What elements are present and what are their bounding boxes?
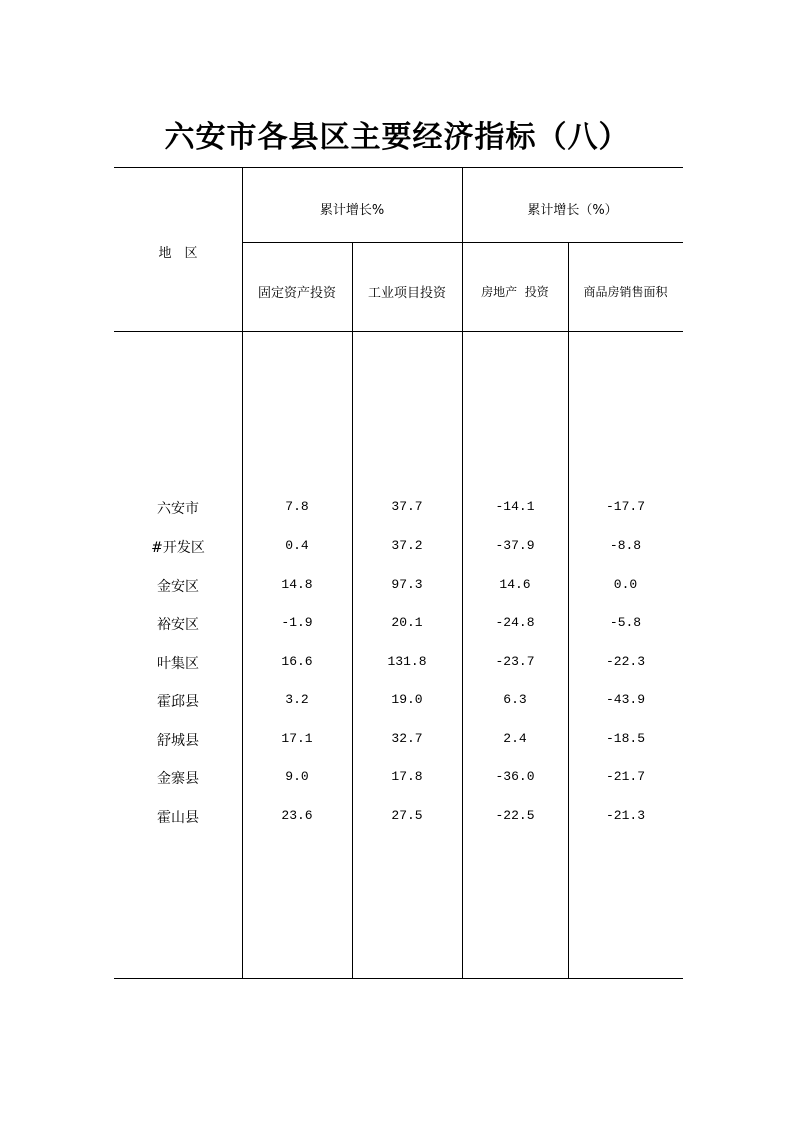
group-header-cumulative-growth: 累计增长% [319, 203, 385, 218]
sales-area-value: -5.8 [609, 615, 642, 630]
real-estate-value: -24.8 [495, 615, 535, 630]
page-title: 六安市各县区主要经济指标（八） [164, 120, 630, 155]
real-estate-value: -14.1 [495, 499, 535, 514]
fixed-asset-value: 14.8 [281, 577, 313, 592]
header-bottom-rule [114, 331, 683, 332]
industrial-value: 17.8 [391, 769, 423, 784]
row-region: 六安市 [157, 501, 199, 517]
industrial-value: 97.3 [391, 577, 423, 592]
industrial-value: 32.7 [391, 731, 423, 746]
fixed-asset-value: 17.1 [281, 731, 313, 746]
sales-area-value: -21.3 [605, 808, 645, 823]
sales-area-value: -8.8 [609, 538, 642, 553]
fixed-asset-value: 9.0 [285, 769, 309, 784]
fixed-asset-value: 0.4 [285, 538, 309, 553]
table-bottom-rule [114, 978, 683, 979]
row-region: 霍邱县 [157, 694, 199, 710]
real-estate-value: 14.6 [499, 577, 531, 592]
row-region: 金寨县 [157, 771, 199, 787]
row-region: #开发区 [151, 540, 205, 556]
industrial-value: 19.0 [391, 692, 423, 707]
industrial-value: 37.2 [391, 538, 423, 553]
table-top-rule [114, 167, 683, 168]
real-estate-value: -22.5 [495, 808, 535, 823]
fixed-asset-value: 23.6 [281, 808, 313, 823]
fixed-asset-value: 3.2 [285, 692, 309, 707]
sales-area-value: -18.5 [605, 731, 645, 746]
fixed-asset-value: -1.9 [281, 615, 313, 630]
region-header: 地 区 [158, 246, 198, 261]
real-estate-value: -37.9 [495, 538, 535, 553]
row-region: 裕安区 [157, 617, 199, 633]
col-header-fixed-asset-investment: 固定资产投资 [257, 286, 336, 301]
real-estate-value: -36.0 [495, 769, 535, 784]
industrial-value: 37.7 [391, 499, 423, 514]
column-divider [568, 242, 569, 979]
group-header-cumulative-growth-pct: 累计增长（%） [527, 203, 618, 218]
row-region: 霍山县 [157, 810, 199, 826]
real-estate-value: 2.4 [503, 731, 527, 746]
col-header-industrial-investment: 工业项目投资 [367, 286, 446, 301]
row-region: 金安区 [157, 579, 199, 595]
sales-area-value: -17.7 [605, 499, 645, 514]
sales-area-value: -43.9 [605, 692, 645, 707]
industrial-value: 20.1 [391, 615, 423, 630]
fixed-asset-value: 7.8 [285, 499, 309, 514]
row-region: 舒城县 [157, 733, 199, 749]
fixed-asset-value: 16.6 [281, 654, 313, 669]
sales-area-value: 0.0 [613, 577, 638, 592]
real-estate-value: -23.7 [495, 654, 535, 669]
col-header-housing-sales-area: 商品房销售面积 [583, 285, 668, 299]
industrial-value: 27.5 [391, 808, 423, 823]
sales-area-value: -22.3 [605, 654, 645, 669]
industrial-value: 131.8 [387, 654, 427, 669]
sales-area-value: -21.7 [605, 769, 645, 784]
row-region: 叶集区 [157, 656, 199, 672]
col-header-real-estate-investment: 房地产 投资 [481, 285, 549, 299]
real-estate-value: 6.3 [503, 692, 527, 707]
